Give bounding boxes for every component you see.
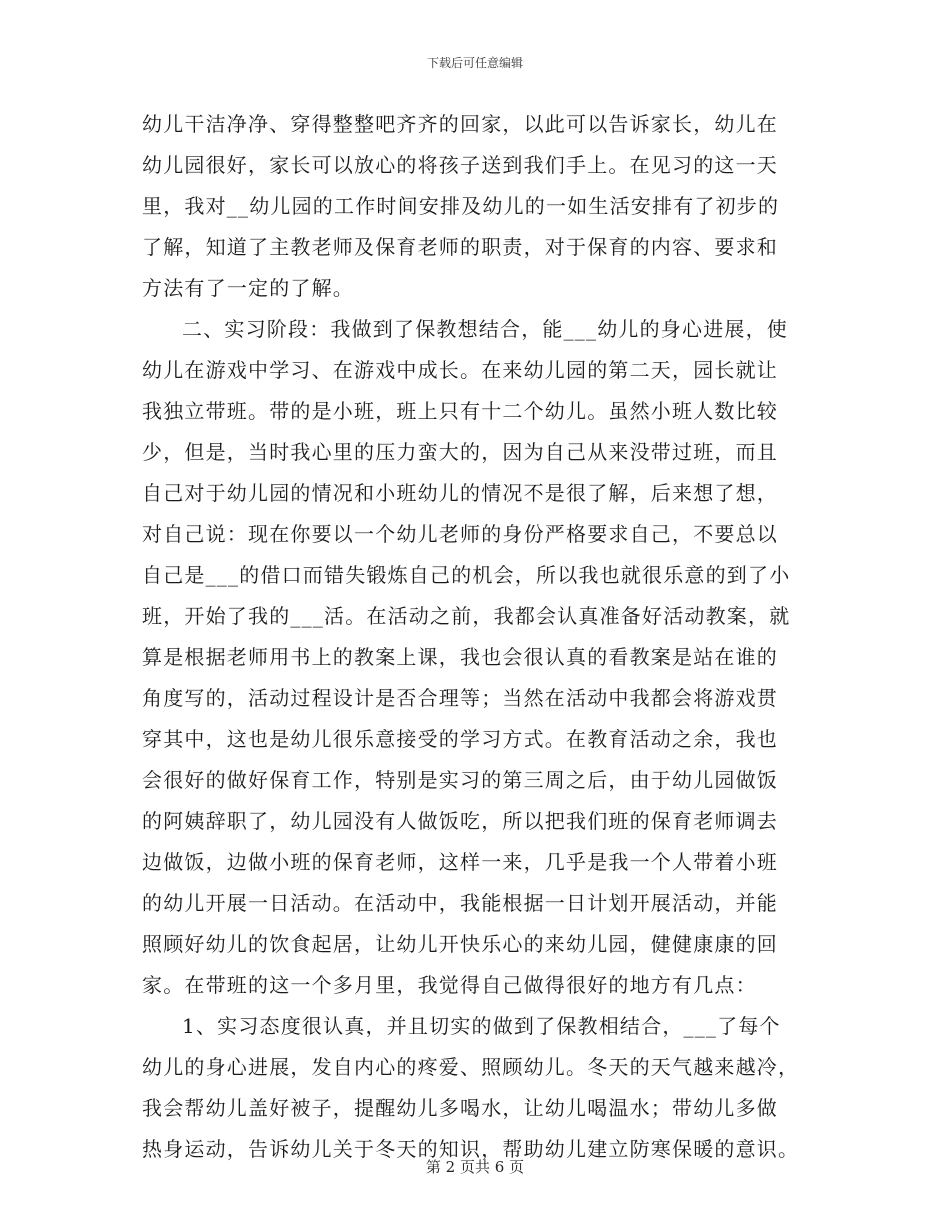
text-line: 的幼儿开展一日活动。在活动中，我能根据一日计划开展活动，并能: [142, 891, 778, 915]
text-line: 自己是___的借口而错失锻炼自己的机会，所以我也就很乐意的到了小: [142, 563, 791, 587]
text-line: 我会帮幼儿盖好被子，提醒幼儿多喝水，让幼儿喝温水；带幼儿多做: [142, 1096, 778, 1120]
text-line: 幼儿干洁净净、穿得整整吧齐齐的回家，以此可以告诉家长，幼儿在: [142, 112, 778, 136]
text-line: 了解，知道了主教老师及保育老师的职责，对于保育的内容、要求和: [142, 235, 778, 259]
text-line: 照顾好幼儿的饮食起居，让幼儿开快乐心的来幼儿园，健健康康的回: [142, 932, 778, 956]
text-line: 的阿姨辞职了，幼儿园没有人做饭吃，所以把我们班的保育老师调去: [142, 809, 778, 833]
text-line: 对自己说：现在你要以一个幼儿老师的身份严格要求自己，不要总以: [142, 522, 778, 546]
paragraph-start-line: 1、实习态度很认真，并且切实的做到了保教相结合，___了每个: [182, 1014, 781, 1038]
text-line: 班，开始了我的___活。在活动之前，我都会认真准备好活动教案，就: [142, 604, 791, 628]
text-line: 幼儿在游戏中学习、在游戏中成长。在来幼儿园的第二天，园长就让: [142, 358, 778, 382]
text-line: 热身运动，告诉幼儿关于冬天的知识，帮助幼儿建立防寒保暖的意识。: [142, 1137, 800, 1161]
paragraph-start-line: 二、实习阶段：我做到了保教想结合，能___幼儿的身心进展，使: [182, 317, 788, 341]
text-line: 少，但是，当时我心里的压力蛮大的，因为自己从来没带过班，而且: [142, 440, 778, 464]
text-line: 边做饭，边做小班的保育老师，这样一来，几乎是我一个人带着小班: [142, 850, 778, 874]
text-line: 幼儿的身心进展，发自内心的疼爱、照顾幼儿。冬天的天气越来越冷，: [142, 1055, 800, 1079]
text-line: 里，我对__幼儿园的工作时间安排及幼儿的一如生活安排有了初步的: [142, 194, 780, 218]
text-line: 我独立带班。带的是小班，班上只有十二个幼儿。虽然小班人数比较: [142, 399, 778, 423]
text-line: 角度写的，活动过程设计是否合理等；当然在活动中我都会将游戏贯: [142, 686, 778, 710]
page-header: 下载后可任意编辑: [426, 56, 523, 70]
text-line: 幼儿园很好，家长可以放心的将孩子送到我们手上。在见习的这一天: [142, 153, 778, 177]
text-line: 穿其中，这也是幼儿很乐意接受的学习方式。在教育活动之余，我也: [142, 727, 778, 751]
text-line: 方法有了一定的了解。: [142, 276, 354, 300]
document-body: [142, 104, 812, 1170]
text-line: 算是根据老师用书上的教案上课，我也会很认真的看教案是站在谁的: [142, 645, 778, 669]
page-number-footer: 第 2 页共 6 页: [425, 1158, 525, 1176]
text-line: 家。在带班的这一个多月里，我觉得自己做得很好的地方有几点：: [142, 973, 757, 997]
text-line: 自己对于幼儿园的情况和小班幼儿的情况不是很了解，后来想了想，: [142, 481, 778, 505]
text-line: 会很好的做好保育工作，特别是实习的第三周之后，由于幼儿园做饭: [142, 768, 778, 792]
